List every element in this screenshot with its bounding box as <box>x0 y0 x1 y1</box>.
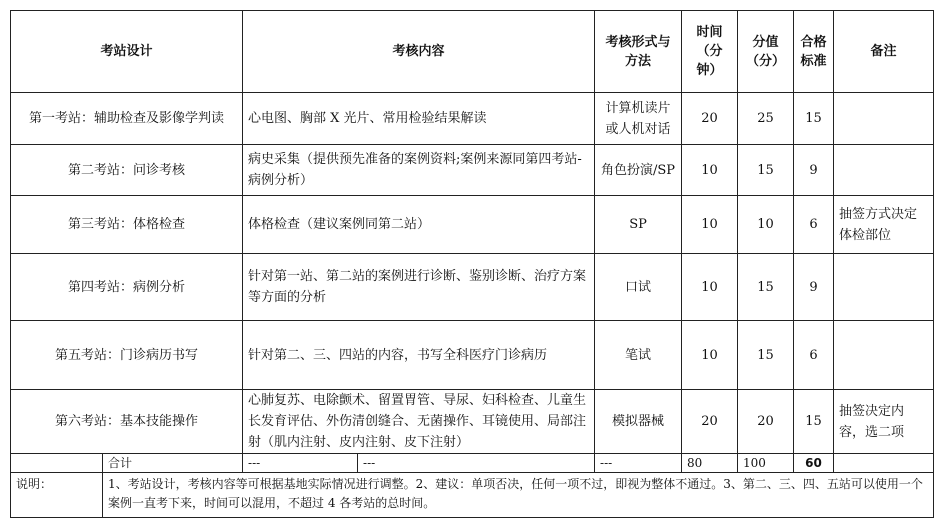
pass-cell: 15 <box>794 390 834 454</box>
note-text: 1、考站设计，考核内容等可根据基地实际情况进行调整。2、建议：单项否决，任何一项不过，即视为整体不通过。3、第二、三、四、五站可以使用一个案例一直考下来，时间可以混用，不超过 4 各考站的总时间。 <box>103 473 934 518</box>
station-cell: 第三考站：体格检查 <box>11 196 243 254</box>
method-cell: 口试 <box>595 254 682 321</box>
station-cell: 第五考站：门诊病历书写 <box>11 321 243 390</box>
station-cell: 第六考站：基本技能操作 <box>11 390 243 454</box>
remark-cell <box>834 93 934 145</box>
pass-cell: 9 <box>794 254 834 321</box>
station-cell: 第四考站：病例分析 <box>11 254 243 321</box>
pass-cell: 6 <box>794 196 834 254</box>
header-method: 考核形式与方法 <box>595 11 682 93</box>
method-cell: 计算机读片或人机对话 <box>595 93 682 145</box>
content-cell: 体格检查（建议案例同第二站） <box>243 196 595 254</box>
total-content: --- <box>243 454 358 473</box>
method-cell: 模拟器械 <box>595 390 682 454</box>
pass-cell: 6 <box>794 321 834 390</box>
remark-cell <box>834 254 934 321</box>
pass-cell: 9 <box>794 145 834 196</box>
content-cell: 心电图、胸部 X 光片、常用检验结果解读 <box>243 93 595 145</box>
content-cell: 病史采集（提供预先准备的案例资料;案例来源同第四考站-病例分析） <box>243 145 595 196</box>
score-cell: 20 <box>738 390 794 454</box>
total-label: 合计 <box>103 454 243 473</box>
header-remark: 备注 <box>834 11 934 93</box>
pass-cell: 15 <box>794 93 834 145</box>
station-cell: 第二考站：问诊考核 <box>11 145 243 196</box>
score-cell: 25 <box>738 93 794 145</box>
total-time: 80 <box>682 454 738 473</box>
table-row <box>11 254 934 321</box>
note-label: 说明： <box>11 473 103 518</box>
score-cell: 15 <box>738 321 794 390</box>
station-cell: 第一考站：辅助检查及影像学判读 <box>11 93 243 145</box>
header-pass: 合格标准 <box>794 11 834 93</box>
exam-station-table <box>10 10 934 518</box>
header-content: 考核内容 <box>243 11 595 93</box>
table-row <box>11 196 934 254</box>
time-cell: 10 <box>682 254 738 321</box>
score-cell: 15 <box>738 145 794 196</box>
table-row <box>11 145 934 196</box>
time-cell: 20 <box>682 93 738 145</box>
table-row <box>11 93 934 145</box>
method-cell: SP <box>595 196 682 254</box>
method-cell: 角色扮演/SP <box>595 145 682 196</box>
content-cell: 针对第一站、第二站的案例进行诊断、鉴别诊断、治疗方案等方面的分析 <box>243 254 595 321</box>
header-time: 时间（分钟） <box>682 11 738 93</box>
header-station: 考站设计 <box>11 11 243 93</box>
header-score: 分值（分） <box>738 11 794 93</box>
total-extra: --- <box>595 454 682 473</box>
remark-cell: 抽签决定内容，选二项 <box>834 390 934 454</box>
remark-cell: 抽签方式决定体检部位 <box>834 196 934 254</box>
time-cell: 10 <box>682 145 738 196</box>
total-remark <box>834 454 934 473</box>
header-row <box>11 11 934 93</box>
total-score: 100 <box>738 454 794 473</box>
time-cell: 10 <box>682 196 738 254</box>
total-blank-cell <box>11 454 103 473</box>
content-cell: 针对第二、三、四站的内容，书写全科医疗门诊病历 <box>243 321 595 390</box>
content-cell: 心肺复苏、电除颤术、留置胃管、导尿、妇科检查、儿童生长发育评估、外伤清创缝合、无菌操作、耳镜使用、局部注射（肌内注射、皮内注射、皮下注射） <box>243 390 595 454</box>
score-cell: 15 <box>738 254 794 321</box>
method-cell: 笔试 <box>595 321 682 390</box>
note-row <box>11 473 934 518</box>
table-row <box>11 321 934 390</box>
time-cell: 10 <box>682 321 738 390</box>
remark-cell <box>834 145 934 196</box>
total-method: --- <box>358 454 595 473</box>
table-row <box>11 390 934 454</box>
remark-cell <box>834 321 934 390</box>
time-cell: 20 <box>682 390 738 454</box>
total-pass: 60 <box>794 454 834 473</box>
score-cell: 10 <box>738 196 794 254</box>
total-row <box>11 454 934 473</box>
